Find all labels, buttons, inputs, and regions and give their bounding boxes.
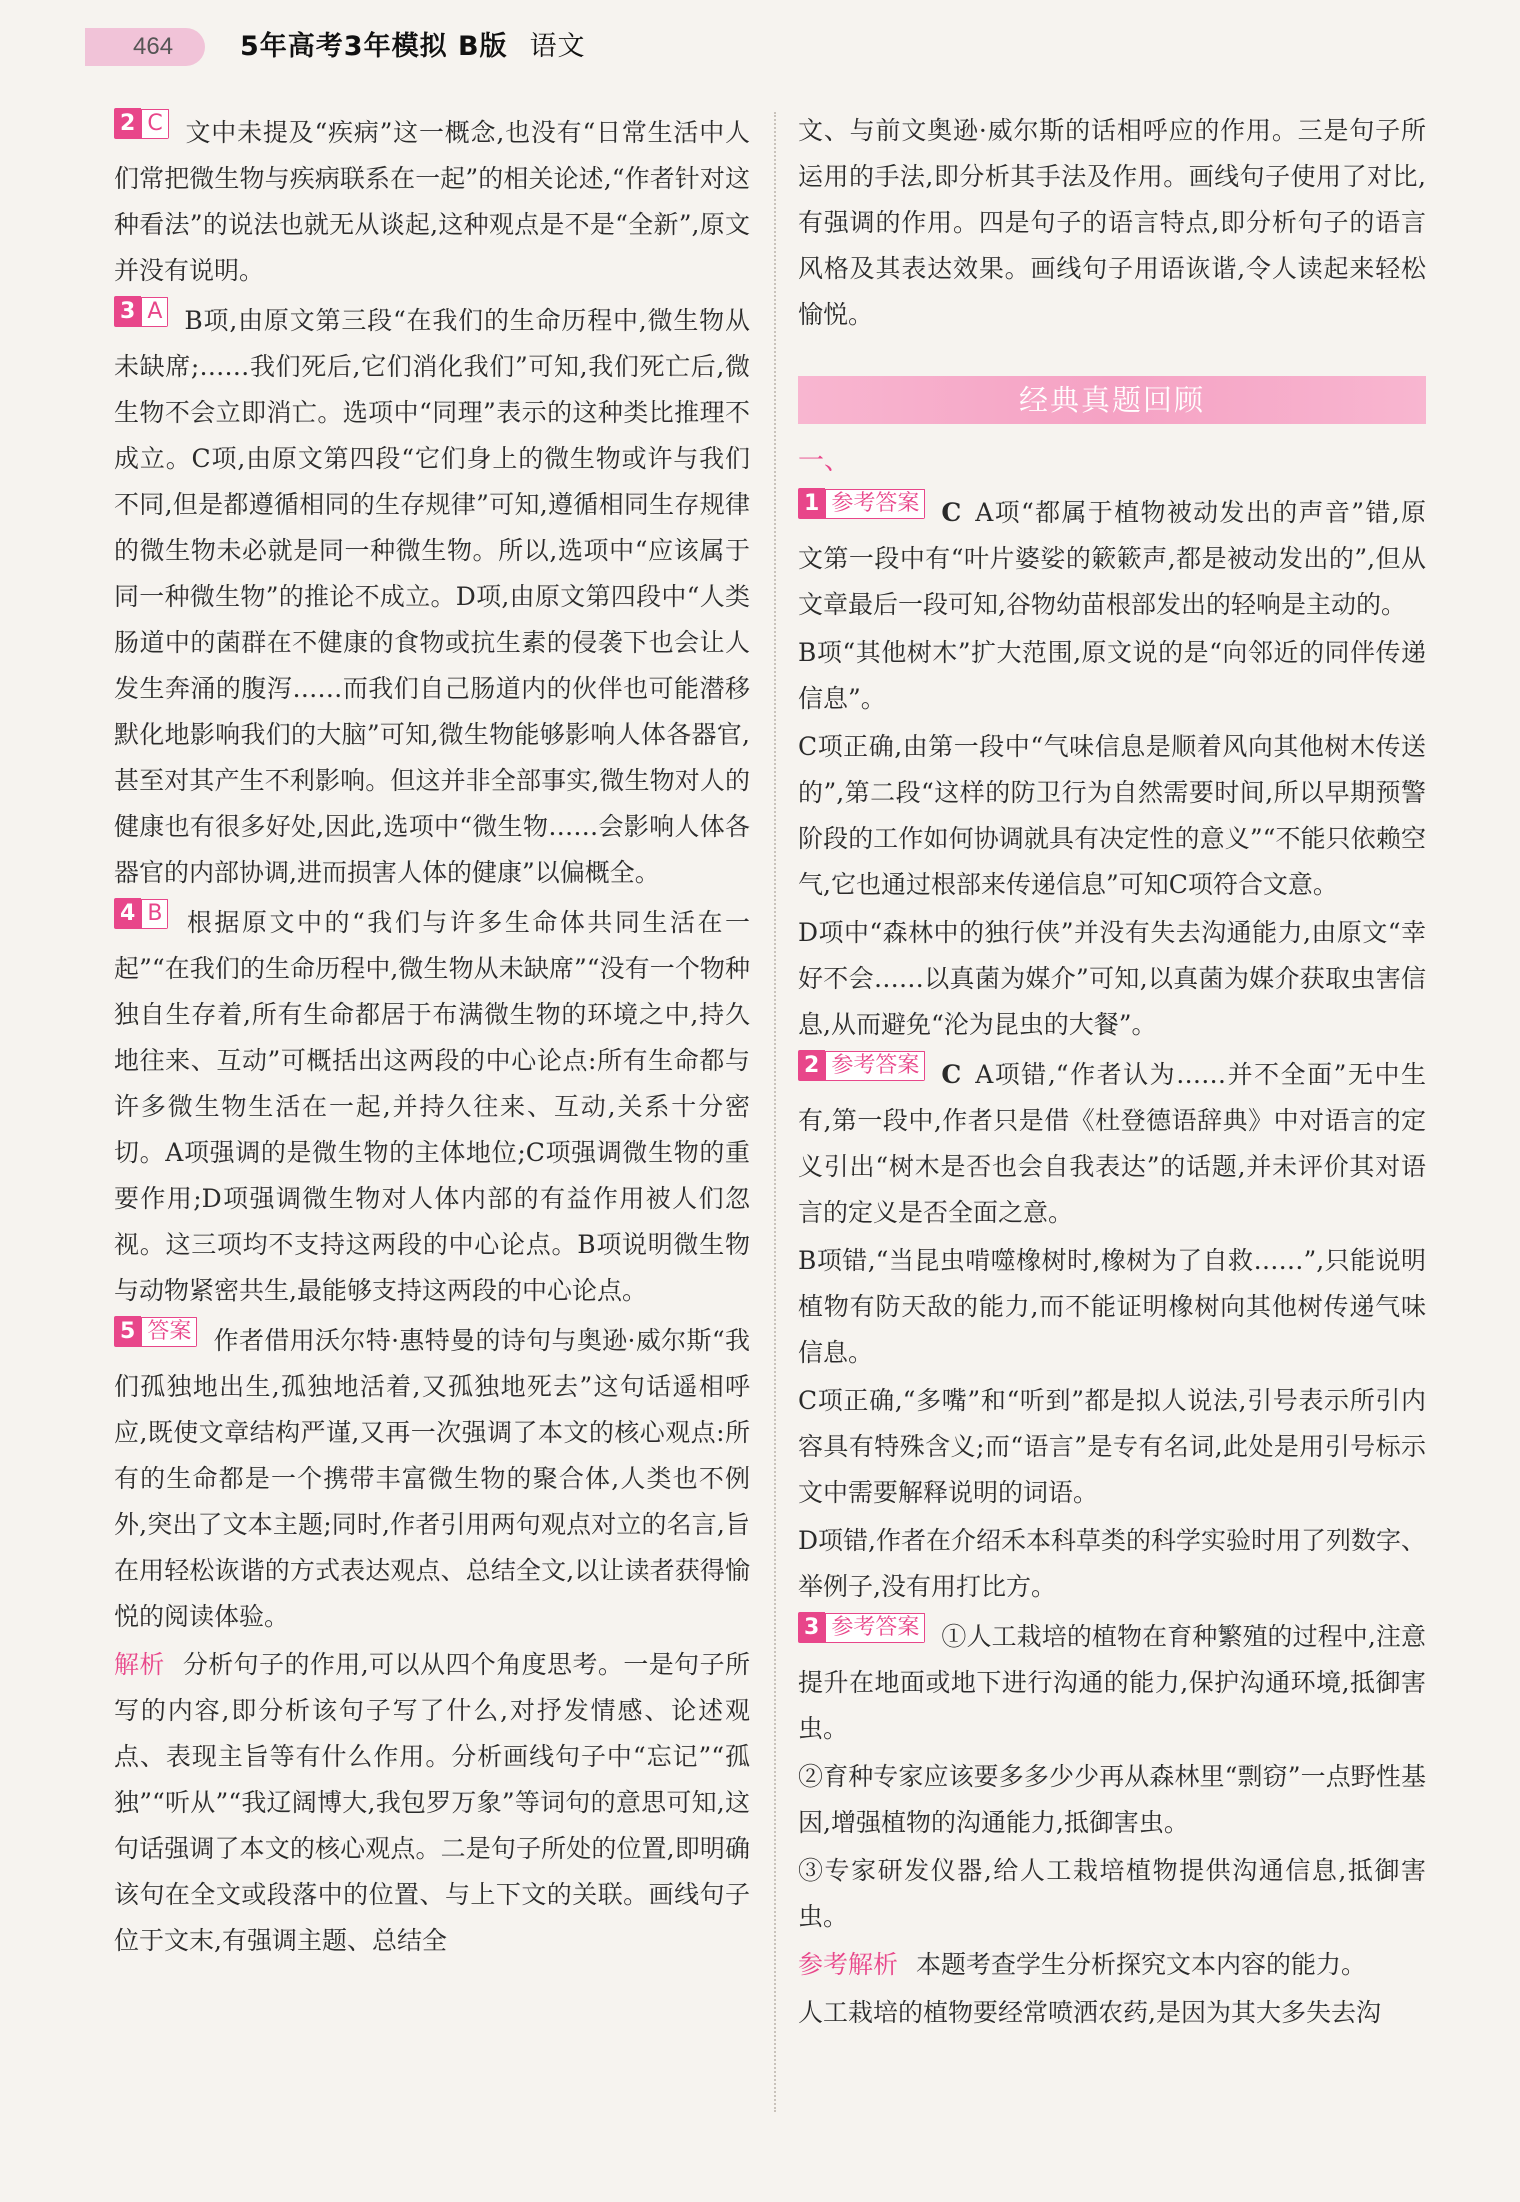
subject-label: 语文 xyxy=(529,31,586,62)
continuation-text: 文、与前文奥逊·威尔斯的话相呼应的作用。三是句子所运用的手法,即分析其手法及作用。画线句子使用了对比,有强调的作用。四是句子的语言特点,即分析句子的语言风格及其表达效果。画线句子用语诙谐,令人读起来轻松愉悦。 xyxy=(798,116,1426,329)
analysis-text: 分析句子的作用,可以从四个角度思考。一是句子所写的内容,即分析该句子写了什么,对抒发情感、论述观点、表现主旨等有什么作用。分析画线句子中“忘记”“孤独”“听从”“我辽阔博大,我包罗万象”等词句的意思可知,这句话强调了本文的核心观点。二是句子所处的位置,即明确该句在全文或段落中的位置、与上下文的关联。画线句子位于文末,有强调主题、总结全 xyxy=(114,1650,750,1955)
book-title xyxy=(240,28,586,66)
answer-letter: C xyxy=(941,1060,962,1089)
answer-item xyxy=(114,296,750,896)
answer-item xyxy=(114,1316,750,1640)
answer-text: 根据原文中的“我们与许多生命体共同生活在一起”“在我们的生命历程中,微生物从未缺席”“没有一个物种独自生存着,所有生命都居于布满微生物的环境之中,持久地往来、互动”可概括出这两段的中心论点:所有生命都与许多微生物生活在一起,并持久往来、互动,关系十分密切。A项强调的是微生物的主体地位;C项强调微生物的重要作用;D项强调微生物对人体内部的有益作用被人们忽视。这三项均不支持这两段的中心论点。B项说明微生物与动物紧密共生,最能够支持这两段的中心论点。 xyxy=(114,908,750,1305)
question-tag: 2 参考答案 xyxy=(798,1050,925,1081)
page-number: 464 xyxy=(105,28,205,66)
question-tag: 2 C xyxy=(114,108,169,139)
question-tag: 4 B xyxy=(114,898,168,929)
question-tag: 3 A xyxy=(114,296,168,327)
answer-paragraph: B项错,“当昆虫啃噬橡树时,橡树为了自救……”,只能说明植物有防天敌的能力,而不能证明橡树向其他树传递气味信息。 xyxy=(798,1246,1426,1367)
answer-paragraph: C项正确,由第一段中“气味信息是顺着风向其他树木传送的”,第二段“这样的防卫行为自然需要时间,所以早期预警阶段的工作如何协调就具有决定性的意义”“不能只依赖空气,它也通过根部来传递信息”可知C项符合文意。 xyxy=(798,732,1426,899)
answer-paragraph: C项正确,“多嘴”和“听到”都是拟人说法,引号表示所引内容具有特殊含义;而“语言”是专有名词,此处是用引号标示文中需要解释说明的词语。 xyxy=(798,1386,1426,1507)
answer-text: 文中未提及“疾病”这一概念,也没有“日常生活中人们常把微生物与疾病联系在一起”的相关论述,“作者针对这种看法”的说法也就无从谈起,这种观点是不是“全新”,原文并没有说明。 xyxy=(114,118,750,285)
answer-item xyxy=(114,898,750,1314)
question-tag: 3 参考答案 xyxy=(798,1612,925,1643)
column-divider xyxy=(774,112,776,2112)
answer-item xyxy=(798,1612,1426,1752)
analysis-paragraph xyxy=(798,1942,1426,1988)
left-column xyxy=(114,108,750,1966)
answer-paragraph: ③专家研发仪器,给人工栽培植物提供沟通信息,抵御害虫。 xyxy=(798,1856,1426,1931)
answer-text: ①人工栽培的植物在育种繁殖的过程中,注意提升在地面或地下进行沟通的能力,保护沟通环境,抵御害虫。 xyxy=(798,1622,1426,1743)
answer-text: B项,由原文第三段“在我们的生命历程中,微生物从未缺席;……我们死后,它们消化我们”可知,我们死亡后,微生物不会立即消亡。选项中“同理”表示的这种类比推理不成立。C项,由原文第四段“它们身上的微生物或许与我们不同,但是都遵循相同的生存规律”可知,遵循相同生存规律的微生物未必就是同一种微生物。所以,选项中“应该属于同一种微生物”的推论不成立。D项,由原文第四段中“人类肠道中的菌群在不健康的食物或抗生素的侵袭下也会让人发生奔涌的腹泻……而我们自己肠道内的伙伴也可能潜移默化地影响我们的大脑”可知,微生物能够影响人体各器官,甚至对其产生不利影响。但这并非全部事实,微生物对人的健康也有很多好处,因此,选项中“微生物……会影响人体各器官的内部协调,进而损害人体的健康”以偏概全。 xyxy=(114,306,750,887)
analysis-paragraph xyxy=(114,1642,750,1964)
answer-text: A项“都属于植物被动发出的声音”错,原文第一段中有“叶片婆娑的簌簌声,都是被动发出的”,但从文章最后一段可知,谷物幼苗根部发出的轻响是主动的。 xyxy=(798,498,1426,619)
page-header xyxy=(0,0,1520,92)
analysis-text: 本题考查学生分析探究文本内容的能力。 xyxy=(916,1950,1367,1979)
section-number: 一、 xyxy=(798,446,851,476)
answer-item xyxy=(798,488,1426,628)
question-tag: 1 参考答案 xyxy=(798,488,925,519)
analysis-label: 参考解析 xyxy=(798,1950,899,1979)
answer-text: 作者借用沃尔特·惠特曼的诗句与奥逊·威尔斯“我们孤独地出生,孤独地活着,又孤独地死去”这句话遥相呼应,既使文章结构严谨,又再一次强调了本文的核心观点:所有的生命都是一个携带丰富微生物的聚合体,人类也不例外,突出了文本主题;同时,作者引用两句观点对立的名言,旨在用轻松诙谐的方式表达观点、总结全文,以让读者获得愉悦的阅读体验。 xyxy=(114,1326,750,1631)
answer-paragraph: ②育种专家应该要多多少少再从森林里“剽窃”一点野性基因,增强植物的沟通能力,抵御害虫。 xyxy=(798,1762,1426,1837)
section-banner: 经典真题回顾 xyxy=(798,376,1426,424)
question-tag: 5 答案 xyxy=(114,1316,197,1347)
right-column xyxy=(798,108,1426,2038)
answer-text: A项错,“作者认为……并不全面”无中生有,第一段中,作者只是借《杜登德语辞典》中对语言的定义引出“树木是否也会自我表达”的话题,并未评价其对语言的定义是否全面之意。 xyxy=(798,1060,1426,1227)
answer-paragraph: B项“其他树木”扩大范围,原文说的是“向邻近的同伴传递信息”。 xyxy=(798,638,1426,713)
book-title-text: 5年高考3年模拟 B版 xyxy=(240,31,508,62)
answer-paragraph: D项中“森林中的独行侠”并没有失去沟通能力,由原文“幸好不会……以真菌为媒介”可知,以真菌为媒介获取虫害信息,从而避免“沦为昆虫的大餐”。 xyxy=(798,918,1426,1039)
answer-paragraph: D项错,作者在介绍禾本科草类的科学实验时用了列数字、举例子,没有用打比方。 xyxy=(798,1526,1426,1601)
answer-paragraph: 人工栽培的植物要经常喷洒农药,是因为其大多失去沟 xyxy=(798,1998,1381,2027)
answer-letter: C xyxy=(941,498,962,527)
answer-item xyxy=(114,108,750,294)
analysis-label: 解析 xyxy=(114,1650,165,1679)
answer-item xyxy=(798,1050,1426,1236)
